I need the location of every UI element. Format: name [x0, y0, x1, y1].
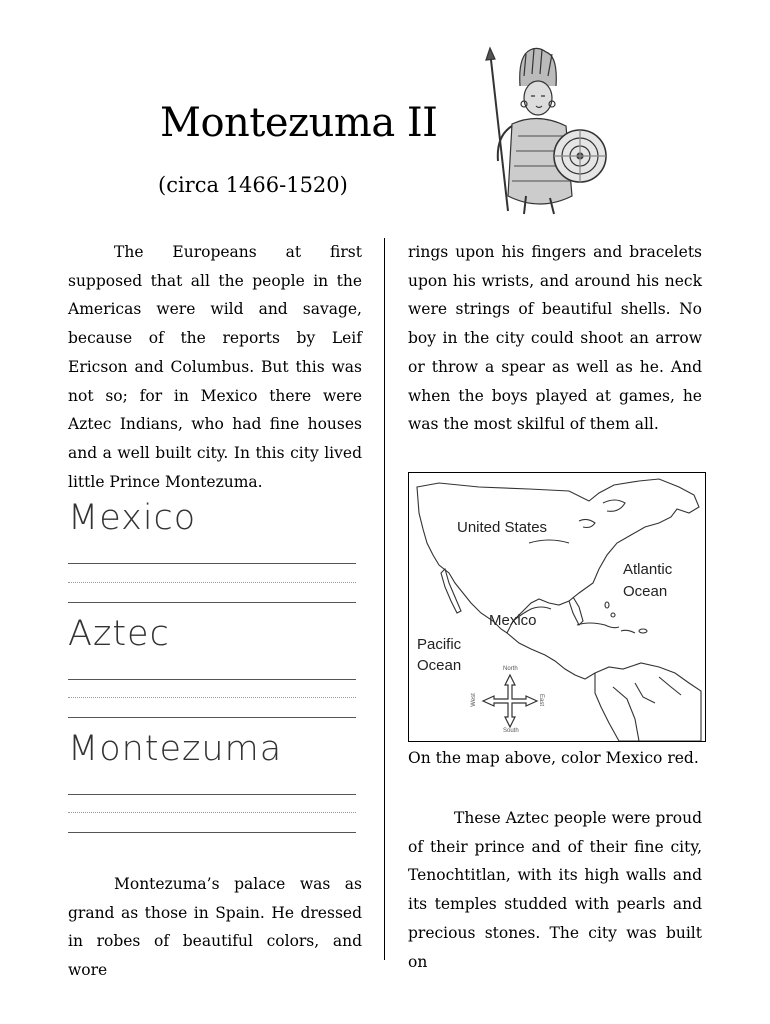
- tracing-line-base: [68, 602, 356, 603]
- aztec-warrior-portrait-icon: [468, 46, 618, 216]
- compass-west-label: West: [470, 693, 477, 707]
- tracing-line-top: [68, 679, 356, 680]
- continuation-paragraph: rings upon his fingers and bracelets upon his wrists, and around his neck were strings of beautiful shells. No boy in the city could shoot an arrow or throw a spear as well as he. And when the boys played at games, he was the most skilful of them all.: [408, 243, 702, 434]
- map-label-pacific: Pacific: [417, 636, 462, 653]
- map-label-pacific-ocean: Ocean: [417, 657, 462, 674]
- map-instruction: On the map above, color Mexico red.: [408, 749, 699, 767]
- palace-paragraph: Montezuma’s palace was as grand as those in Spain. He dressed in robes of beautiful colors, and wore: [68, 875, 362, 980]
- map-label-mexico: Mexico: [489, 612, 537, 629]
- tracing-line-mid: [68, 812, 356, 813]
- map-label-united-states: United States: [457, 519, 548, 536]
- map-outline-icon: [409, 473, 705, 741]
- tracing-word-mexico: Mexico: [68, 498, 197, 538]
- tracing-line-top: [68, 794, 356, 795]
- compass-south-label: South: [503, 728, 519, 734]
- tracing-line-mid: [68, 582, 356, 583]
- map-label-atlantic-ocean: Ocean: [623, 583, 668, 600]
- aztec-city-paragraph: These Aztec people were proud of their prince and of their fine city, Tenochtitlan, with its high walls and its temples studded with pearls and precious stones. The city was built on: [408, 809, 702, 971]
- map-label-atlantic: Atlantic: [623, 561, 673, 578]
- tracing-word-aztec: Aztec: [68, 614, 170, 654]
- column-divider: [384, 238, 385, 960]
- tracing-line-top: [68, 563, 356, 564]
- tracing-line-base: [68, 717, 356, 718]
- compass-rose-icon: [477, 669, 543, 733]
- map-of-americas: [408, 472, 706, 742]
- compass-east-label: East: [538, 693, 545, 707]
- tracing-line-base: [68, 832, 356, 833]
- compass-north-label: North: [503, 666, 518, 672]
- tracing-word-montezuma: Montezuma: [68, 729, 283, 769]
- page-title: Montezuma II: [160, 100, 438, 146]
- tracing-line-mid: [68, 697, 356, 698]
- lifespan-dates: (circa 1466-1520): [158, 173, 348, 197]
- intro-paragraph: The Europeans at first supposed that all the people in the Americas were wild and savage, because of the reports by Leif Ericson and Columbus. But this was not so; for in Mexico there were Aztec Indians, who had fine houses and a well built city. In this city lived little Prince Montezuma.: [68, 243, 362, 491]
